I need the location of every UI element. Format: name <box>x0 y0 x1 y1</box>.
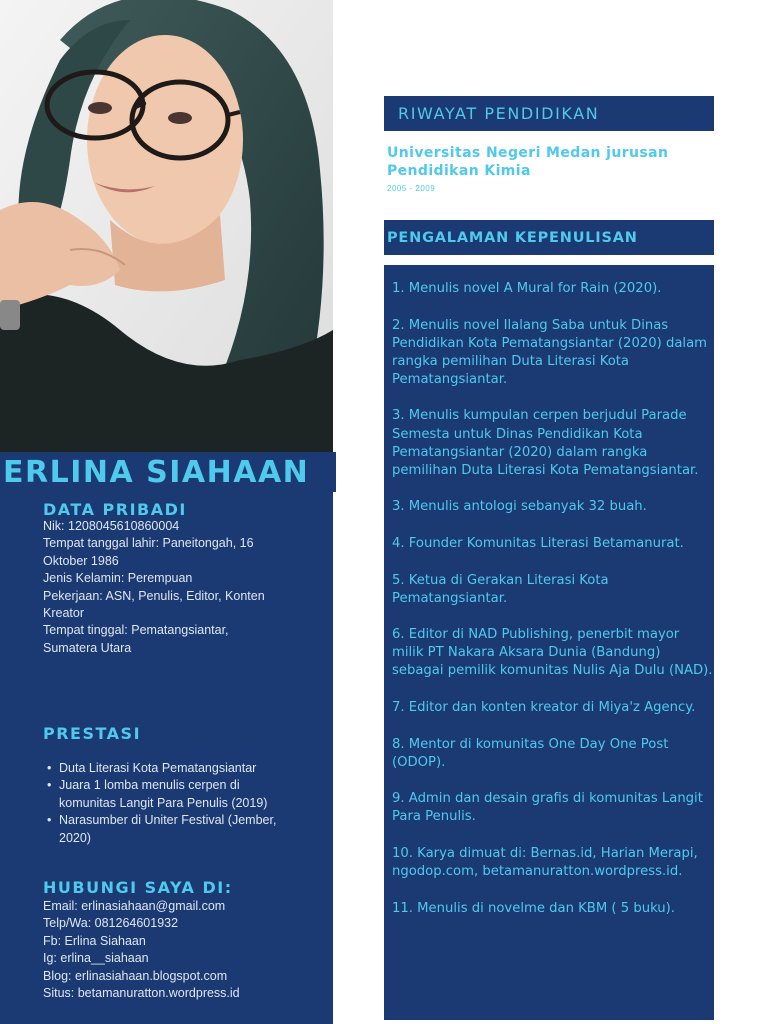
contact-facebook: Fb: Erlina Siahaan <box>43 933 146 948</box>
person-name: ERLINA SIAHAAN <box>0 452 336 492</box>
experience-item: 3. Menulis kumpulan cerpen berjudul Parade Semesta untuk Dinas Pendidikan Kota Pematangsiantar (2020) dalam rangka pemilihan Duta Literasi Kota Pematangsiantar. <box>392 408 699 478</box>
achievement-item: • Juara 1 lomba menulis cerpen di komunitas Langit Para Penulis (2019) <box>43 777 293 812</box>
achievement-item: • Narasumber di Uniter Festival (Jember, 2020) <box>43 812 293 847</box>
experience-item: 1. Menulis novel A Mural for Rain (2020). <box>392 281 662 296</box>
experience-item: 3. Menulis antologi sebanyak 32 buah. <box>392 499 647 515</box>
profile-photo <box>0 0 333 455</box>
personal-data-list <box>43 518 283 657</box>
experience-item: 10. Karya dimuat di: Bernas.id, Harian Merapi, ngodop.com, betamanuratton.wordpress.id. <box>392 845 698 880</box>
personal-gender: Jenis Kelamin: Perempuan <box>43 571 193 586</box>
experience-item: 8. Mentor di komunitas One Day One Post (ODOP). <box>392 736 669 770</box>
section-heading-experience: PENGALAMAN KEPENULISAN <box>387 230 638 246</box>
contact-instagram: Ig: erlina__siahaan <box>43 951 149 966</box>
personal-birth: Tempat tanggal lahir: Paneitongah, 16 Oktober 1986 <box>43 536 254 568</box>
experience-list <box>392 280 714 936</box>
contact-website: Situs: betamanuratton.wordpress.id <box>43 986 240 1001</box>
contact-email: Email: erlinasiahaan@gmail.com <box>43 899 226 913</box>
experience-item: 6. Editor di NAD Publishing, penerbit mayor milik PT Nakara Aksara Dunia (Bandung) sebagai pemilik komunitas Nulis Aja Dulu (NAD). <box>392 627 713 679</box>
left-sidebar <box>0 0 333 1024</box>
personal-job: Pekerjaan: ASN, Penulis, Editor, Konten Kreator <box>43 588 265 621</box>
education-school: Universitas Negeri Medan jurusan Pendidikan Kimia <box>387 145 669 179</box>
experience-item: 11. Menulis di novelme dan KBM ( 5 buku). <box>392 900 675 916</box>
contact-blog: Blog: erlinasiahaan.blogspot.com <box>43 968 228 983</box>
education-years: 2005 - 2009 <box>387 184 436 193</box>
section-heading-prestasi: PRESTASI <box>43 724 142 743</box>
achievement-item: • Duta Literasi Kota Pematangsiantar <box>43 760 293 777</box>
contact-phone: Telp/Wa: 081264601932 <box>43 916 179 931</box>
achievements-list <box>43 760 293 847</box>
section-heading-contact: HUBUNGI SAYA DI: <box>43 878 233 897</box>
contact-list <box>43 898 323 1002</box>
section-heading-data-pribadi: DATA PRIBADI <box>43 500 187 519</box>
experience-item: 7. Editor dan konten kreator di Miya'z Agency. <box>392 700 696 715</box>
experience-item: 4. Founder Komunitas Literasi Betamanurat. <box>392 535 684 551</box>
experience-item: 2. Menulis novel Ilalang Saba untuk Dinas Pendidikan Kota Pematangsiantar (2020) dalam rangka pemilihan Duta Literasi Kota Pematangsiantar. <box>392 317 707 387</box>
experience-item: 9. Admin dan desain grafis di komunitas Langit Para Penulis. <box>392 791 703 825</box>
personal-address: Tempat tinggal: Pematangsiantar, Sumatera Utara <box>43 623 229 655</box>
section-heading-education: RIWAYAT PENDIDIKAN <box>398 104 600 123</box>
personal-nik: Nik: 1208045610860004 <box>43 519 180 533</box>
experience-item: 5. Ketua di Gerakan Literasi Kota Pematangsiantar. <box>392 572 609 606</box>
